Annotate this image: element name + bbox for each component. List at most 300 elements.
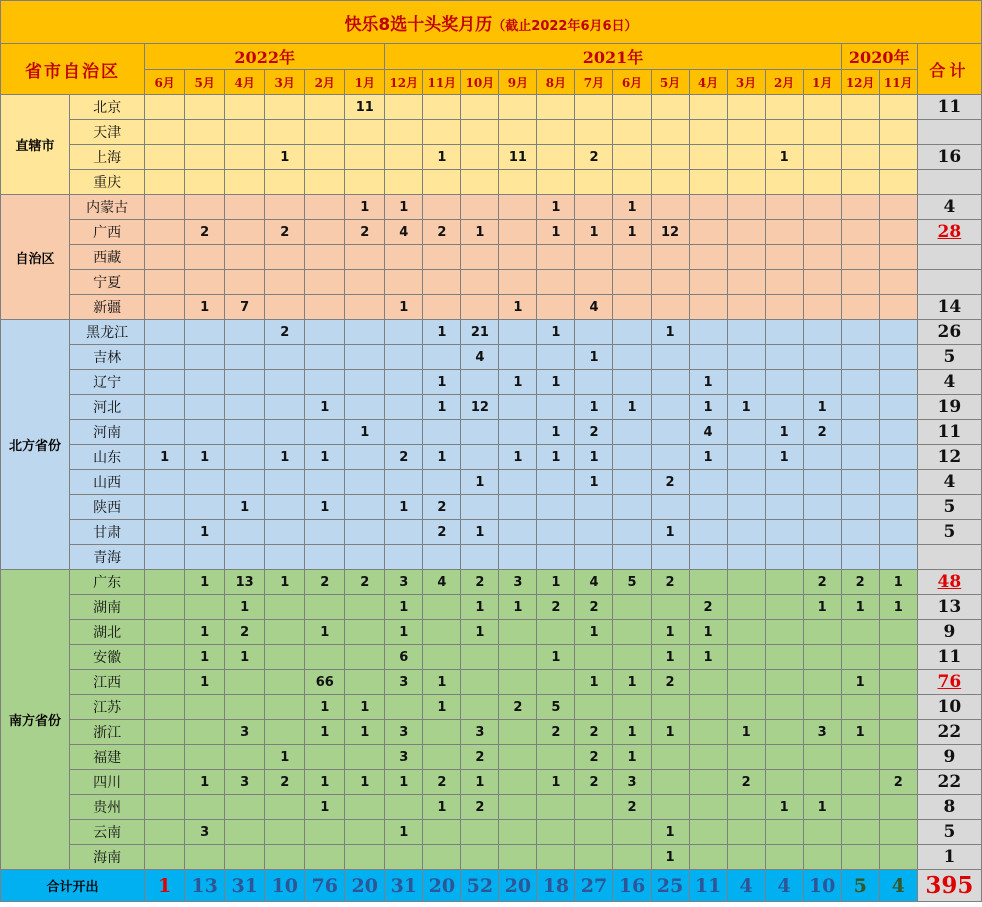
month-count-cell	[575, 95, 613, 120]
month-count-cell	[145, 95, 185, 120]
month-count-cell	[613, 820, 651, 845]
month-total-cell: 31	[385, 870, 423, 902]
month-count-cell	[225, 745, 265, 770]
month-count-cell	[225, 120, 265, 145]
province-total-cell	[917, 170, 981, 195]
month-count-cell: 1	[613, 195, 651, 220]
province-total-cell: 14	[917, 295, 981, 320]
month-count-cell	[879, 320, 917, 345]
table-row	[1, 820, 982, 845]
month-count-cell: 1	[841, 595, 879, 620]
month-count-cell: 1	[461, 470, 499, 495]
month-count-cell	[727, 145, 765, 170]
month-count-cell: 2	[225, 620, 265, 645]
month-count-cell	[765, 545, 803, 570]
month-count-cell	[575, 195, 613, 220]
province-name: 青海	[70, 545, 145, 570]
month-count-cell	[803, 820, 841, 845]
month-count-cell	[879, 395, 917, 420]
month-count-cell	[651, 795, 689, 820]
month-count-cell	[613, 270, 651, 295]
month-count-cell	[765, 470, 803, 495]
month-count-cell	[765, 345, 803, 370]
table-row	[1, 120, 982, 145]
month-count-cell	[345, 345, 385, 370]
month-count-cell	[305, 745, 345, 770]
month-count-cell	[265, 620, 305, 645]
month-count-cell: 1	[575, 345, 613, 370]
month-count-cell	[803, 220, 841, 245]
month-count-cell	[305, 520, 345, 545]
month-count-cell	[613, 370, 651, 395]
month-count-cell	[651, 95, 689, 120]
month-count-cell: 1	[305, 770, 345, 795]
month-count-cell	[225, 220, 265, 245]
month-count-cell	[575, 370, 613, 395]
month-count-cell	[537, 170, 575, 195]
month-count-cell	[185, 370, 225, 395]
province-total-cell: 9	[917, 745, 981, 770]
page-title	[1, 1, 982, 44]
month-count-cell: 2	[575, 595, 613, 620]
month-count-cell	[185, 270, 225, 295]
month-count-cell: 2	[461, 795, 499, 820]
month-count-cell	[689, 745, 727, 770]
month-count-cell	[841, 145, 879, 170]
month-header: 2月	[765, 70, 803, 95]
month-count-cell: 1	[265, 570, 305, 595]
month-count-cell	[841, 545, 879, 570]
month-count-cell	[841, 420, 879, 445]
table-row	[1, 570, 982, 595]
province-column-header: 省市自治区	[1, 44, 145, 95]
month-count-cell	[689, 820, 727, 845]
month-count-cell: 1	[689, 395, 727, 420]
month-count-cell: 1	[225, 645, 265, 670]
month-count-cell	[613, 545, 651, 570]
month-count-cell: 1	[765, 445, 803, 470]
month-count-cell: 1	[305, 795, 345, 820]
month-count-cell	[145, 720, 185, 745]
month-count-cell	[461, 295, 499, 320]
region-group-label: 直辖市	[1, 95, 70, 195]
month-count-cell	[225, 145, 265, 170]
month-count-cell	[423, 620, 461, 645]
month-count-cell	[225, 370, 265, 395]
month-count-cell	[879, 520, 917, 545]
province-name: 广西	[70, 220, 145, 245]
month-total-cell: 52	[461, 870, 499, 902]
month-count-cell: 1	[651, 720, 689, 745]
month-count-cell: 2	[651, 570, 689, 595]
month-count-cell	[841, 620, 879, 645]
month-count-cell	[841, 170, 879, 195]
month-count-cell	[385, 370, 423, 395]
month-count-cell	[185, 420, 225, 445]
month-count-cell: 1	[225, 495, 265, 520]
month-count-cell	[305, 220, 345, 245]
month-count-cell	[305, 370, 345, 395]
month-count-cell	[841, 695, 879, 720]
month-count-cell	[423, 245, 461, 270]
month-total-cell: 16	[613, 870, 651, 902]
month-count-cell: 1	[613, 720, 651, 745]
month-total-cell: 31	[225, 870, 265, 902]
month-count-cell	[185, 745, 225, 770]
month-count-cell	[345, 295, 385, 320]
month-count-cell	[727, 445, 765, 470]
month-count-cell: 1	[651, 845, 689, 870]
province-total-cell	[917, 120, 981, 145]
month-header: 8月	[537, 70, 575, 95]
province-total-cell: 13	[917, 595, 981, 620]
month-count-cell	[499, 195, 537, 220]
month-count-cell	[879, 95, 917, 120]
month-count-cell	[461, 370, 499, 395]
month-count-cell	[185, 720, 225, 745]
month-count-cell	[727, 570, 765, 595]
month-count-cell	[145, 370, 185, 395]
month-total-cell: 11	[689, 870, 727, 902]
month-count-cell	[879, 645, 917, 670]
month-count-cell	[803, 320, 841, 345]
month-count-cell	[879, 445, 917, 470]
month-count-cell	[727, 295, 765, 320]
month-count-cell	[305, 320, 345, 345]
month-count-cell	[879, 195, 917, 220]
month-count-cell	[499, 395, 537, 420]
month-count-cell: 1	[613, 745, 651, 770]
province-total-cell: 11	[917, 95, 981, 120]
month-count-cell: 2	[575, 145, 613, 170]
year-header: 2021年	[385, 44, 841, 70]
province-total-cell: 19	[917, 395, 981, 420]
month-count-cell	[765, 670, 803, 695]
month-count-cell: 1	[423, 795, 461, 820]
month-count-cell	[265, 295, 305, 320]
month-count-cell	[537, 670, 575, 695]
month-count-cell: 1	[385, 620, 423, 645]
month-count-cell	[499, 470, 537, 495]
month-count-cell	[265, 595, 305, 620]
month-header: 1月	[345, 70, 385, 95]
month-count-cell: 1	[613, 670, 651, 695]
month-count-cell	[145, 670, 185, 695]
province-name: 内蒙古	[70, 195, 145, 220]
month-count-cell	[613, 95, 651, 120]
month-count-cell	[225, 320, 265, 345]
month-header: 1月	[803, 70, 841, 95]
month-count-cell	[225, 95, 265, 120]
month-count-cell	[879, 745, 917, 770]
month-header: 10月	[461, 70, 499, 95]
month-count-cell	[499, 720, 537, 745]
month-count-cell	[689, 195, 727, 220]
month-count-cell: 5	[613, 570, 651, 595]
month-count-cell	[305, 820, 345, 845]
month-count-cell	[225, 470, 265, 495]
month-count-cell: 1	[575, 670, 613, 695]
month-count-cell	[423, 170, 461, 195]
month-count-cell	[765, 320, 803, 345]
month-count-cell	[385, 270, 423, 295]
month-count-cell: 1	[537, 645, 575, 670]
month-count-cell	[225, 420, 265, 445]
month-count-cell: 1	[385, 595, 423, 620]
month-count-cell	[145, 845, 185, 870]
month-count-cell	[145, 470, 185, 495]
month-count-cell	[185, 395, 225, 420]
month-count-cell: 2	[185, 220, 225, 245]
month-count-cell	[537, 145, 575, 170]
province-name: 浙江	[70, 720, 145, 745]
month-count-cell	[265, 545, 305, 570]
month-count-cell	[423, 645, 461, 670]
month-count-cell: 4	[575, 570, 613, 595]
month-total-cell: 76	[305, 870, 345, 902]
month-count-cell	[651, 420, 689, 445]
month-count-cell: 1	[185, 570, 225, 595]
month-count-cell	[537, 820, 575, 845]
month-count-cell	[537, 620, 575, 645]
month-count-cell	[345, 370, 385, 395]
month-count-cell: 1	[423, 445, 461, 470]
month-count-cell: 1	[537, 445, 575, 470]
month-count-cell	[145, 170, 185, 195]
month-count-cell: 1	[305, 395, 345, 420]
month-count-cell	[841, 395, 879, 420]
month-count-cell: 1	[305, 720, 345, 745]
month-count-cell	[345, 520, 385, 545]
month-count-cell	[803, 520, 841, 545]
month-count-cell	[145, 770, 185, 795]
month-count-cell: 1	[879, 595, 917, 620]
month-total-cell: 4	[727, 870, 765, 902]
month-count-cell	[225, 270, 265, 295]
month-count-cell	[575, 270, 613, 295]
month-count-cell	[265, 370, 305, 395]
month-count-cell: 1	[537, 570, 575, 595]
month-count-cell: 2	[423, 520, 461, 545]
region-group-label: 北方省份	[1, 320, 70, 570]
month-count-cell	[727, 170, 765, 195]
month-count-cell	[727, 520, 765, 545]
month-count-cell	[765, 120, 803, 145]
month-count-cell	[803, 695, 841, 720]
month-total-cell: 10	[265, 870, 305, 902]
month-count-cell: 2	[423, 220, 461, 245]
month-count-cell	[765, 620, 803, 645]
month-count-cell	[613, 170, 651, 195]
month-count-cell	[145, 820, 185, 845]
province-name: 宁夏	[70, 270, 145, 295]
month-count-cell	[461, 820, 499, 845]
month-total-cell: 18	[537, 870, 575, 902]
month-count-cell	[461, 120, 499, 145]
month-count-cell	[689, 295, 727, 320]
month-count-cell	[803, 470, 841, 495]
month-count-cell	[185, 195, 225, 220]
month-count-cell	[689, 770, 727, 795]
month-count-cell	[461, 270, 499, 295]
month-count-cell	[423, 545, 461, 570]
month-count-cell	[727, 195, 765, 220]
month-total-cell: 4	[765, 870, 803, 902]
month-header: 3月	[265, 70, 305, 95]
province-name: 辽宁	[70, 370, 145, 395]
month-count-cell	[385, 145, 423, 170]
month-count-cell	[423, 595, 461, 620]
month-count-cell	[803, 645, 841, 670]
table-row	[1, 770, 982, 795]
month-count-cell	[225, 670, 265, 695]
month-count-cell	[651, 695, 689, 720]
month-total-cell: 20	[499, 870, 537, 902]
month-count-cell	[613, 470, 651, 495]
province-name: 天津	[70, 120, 145, 145]
month-count-cell	[345, 470, 385, 495]
month-count-cell: 2	[423, 495, 461, 520]
month-count-cell	[225, 520, 265, 545]
month-count-cell: 3	[461, 720, 499, 745]
month-count-cell	[185, 120, 225, 145]
month-count-cell	[145, 595, 185, 620]
month-count-cell: 1	[385, 770, 423, 795]
month-count-cell	[765, 95, 803, 120]
month-count-cell	[265, 420, 305, 445]
month-count-cell	[225, 845, 265, 870]
month-count-cell	[689, 245, 727, 270]
province-name: 重庆	[70, 170, 145, 195]
month-count-cell	[841, 770, 879, 795]
month-count-cell: 1	[651, 320, 689, 345]
month-count-cell	[727, 845, 765, 870]
month-count-cell	[613, 620, 651, 645]
month-count-cell: 2	[423, 770, 461, 795]
month-count-cell	[575, 320, 613, 345]
month-count-cell	[689, 345, 727, 370]
month-count-cell: 1	[461, 595, 499, 620]
month-count-cell	[345, 845, 385, 870]
table-row	[1, 795, 982, 820]
year-header: 2020年	[841, 44, 917, 70]
month-count-cell	[727, 695, 765, 720]
month-count-cell	[265, 670, 305, 695]
month-count-cell: 66	[305, 670, 345, 695]
month-count-cell	[265, 645, 305, 670]
month-count-cell	[385, 520, 423, 545]
month-count-cell	[575, 845, 613, 870]
month-count-cell: 3	[225, 720, 265, 745]
month-count-cell: 2	[305, 570, 345, 595]
month-count-cell	[423, 720, 461, 745]
month-count-cell	[305, 595, 345, 620]
table-row	[1, 170, 982, 195]
month-count-cell	[841, 520, 879, 545]
month-count-cell	[145, 195, 185, 220]
month-count-cell: 1	[345, 420, 385, 445]
month-count-cell	[575, 495, 613, 520]
month-count-cell: 1	[461, 770, 499, 795]
province-name: 云南	[70, 820, 145, 845]
table-row	[1, 620, 982, 645]
month-count-cell	[803, 195, 841, 220]
month-count-cell	[879, 845, 917, 870]
month-count-cell	[305, 470, 345, 495]
month-count-cell	[613, 845, 651, 870]
month-count-cell: 2	[841, 570, 879, 595]
month-count-cell	[689, 695, 727, 720]
month-count-cell	[727, 420, 765, 445]
month-count-cell	[145, 245, 185, 270]
table-row	[1, 470, 982, 495]
month-count-cell	[689, 545, 727, 570]
month-count-cell	[185, 845, 225, 870]
month-count-cell: 1	[265, 145, 305, 170]
month-count-cell: 1	[499, 595, 537, 620]
month-count-cell	[185, 495, 225, 520]
month-count-cell	[305, 420, 345, 445]
month-count-cell	[385, 795, 423, 820]
month-count-cell: 2	[265, 220, 305, 245]
month-count-cell	[803, 620, 841, 645]
month-count-cell	[145, 795, 185, 820]
total-column-header: 合计	[917, 44, 981, 95]
month-count-cell	[499, 545, 537, 570]
month-count-cell: 1	[537, 195, 575, 220]
month-count-cell: 1	[575, 445, 613, 470]
month-count-cell	[265, 245, 305, 270]
month-count-cell	[225, 795, 265, 820]
month-count-cell: 4	[689, 420, 727, 445]
month-count-cell	[879, 720, 917, 745]
month-count-cell	[613, 345, 651, 370]
month-count-cell	[385, 95, 423, 120]
month-count-cell: 1	[689, 645, 727, 670]
month-count-cell	[225, 170, 265, 195]
province-name: 吉林	[70, 345, 145, 370]
month-count-cell: 1	[385, 195, 423, 220]
month-count-cell: 1	[345, 195, 385, 220]
table-row	[1, 320, 982, 345]
month-count-cell	[841, 820, 879, 845]
month-count-cell: 1	[185, 295, 225, 320]
month-count-cell: 1	[423, 145, 461, 170]
month-count-cell	[727, 645, 765, 670]
month-count-cell	[575, 120, 613, 145]
month-count-cell	[499, 795, 537, 820]
month-count-cell: 1	[423, 320, 461, 345]
month-count-cell	[689, 220, 727, 245]
month-count-cell: 1	[575, 470, 613, 495]
month-count-cell	[841, 220, 879, 245]
month-count-cell	[185, 95, 225, 120]
month-count-cell: 2	[265, 770, 305, 795]
month-count-cell	[499, 245, 537, 270]
footer-total-label: 合计开出	[1, 870, 145, 902]
table-row	[1, 495, 982, 520]
month-header: 7月	[575, 70, 613, 95]
province-total-cell: 22	[917, 720, 981, 745]
month-count-cell	[225, 445, 265, 470]
province-total-cell: 9	[917, 620, 981, 645]
table-row	[1, 670, 982, 695]
month-count-cell	[537, 745, 575, 770]
province-total-cell: 10	[917, 695, 981, 720]
month-count-cell	[727, 670, 765, 695]
month-count-cell	[345, 395, 385, 420]
month-count-cell	[499, 270, 537, 295]
